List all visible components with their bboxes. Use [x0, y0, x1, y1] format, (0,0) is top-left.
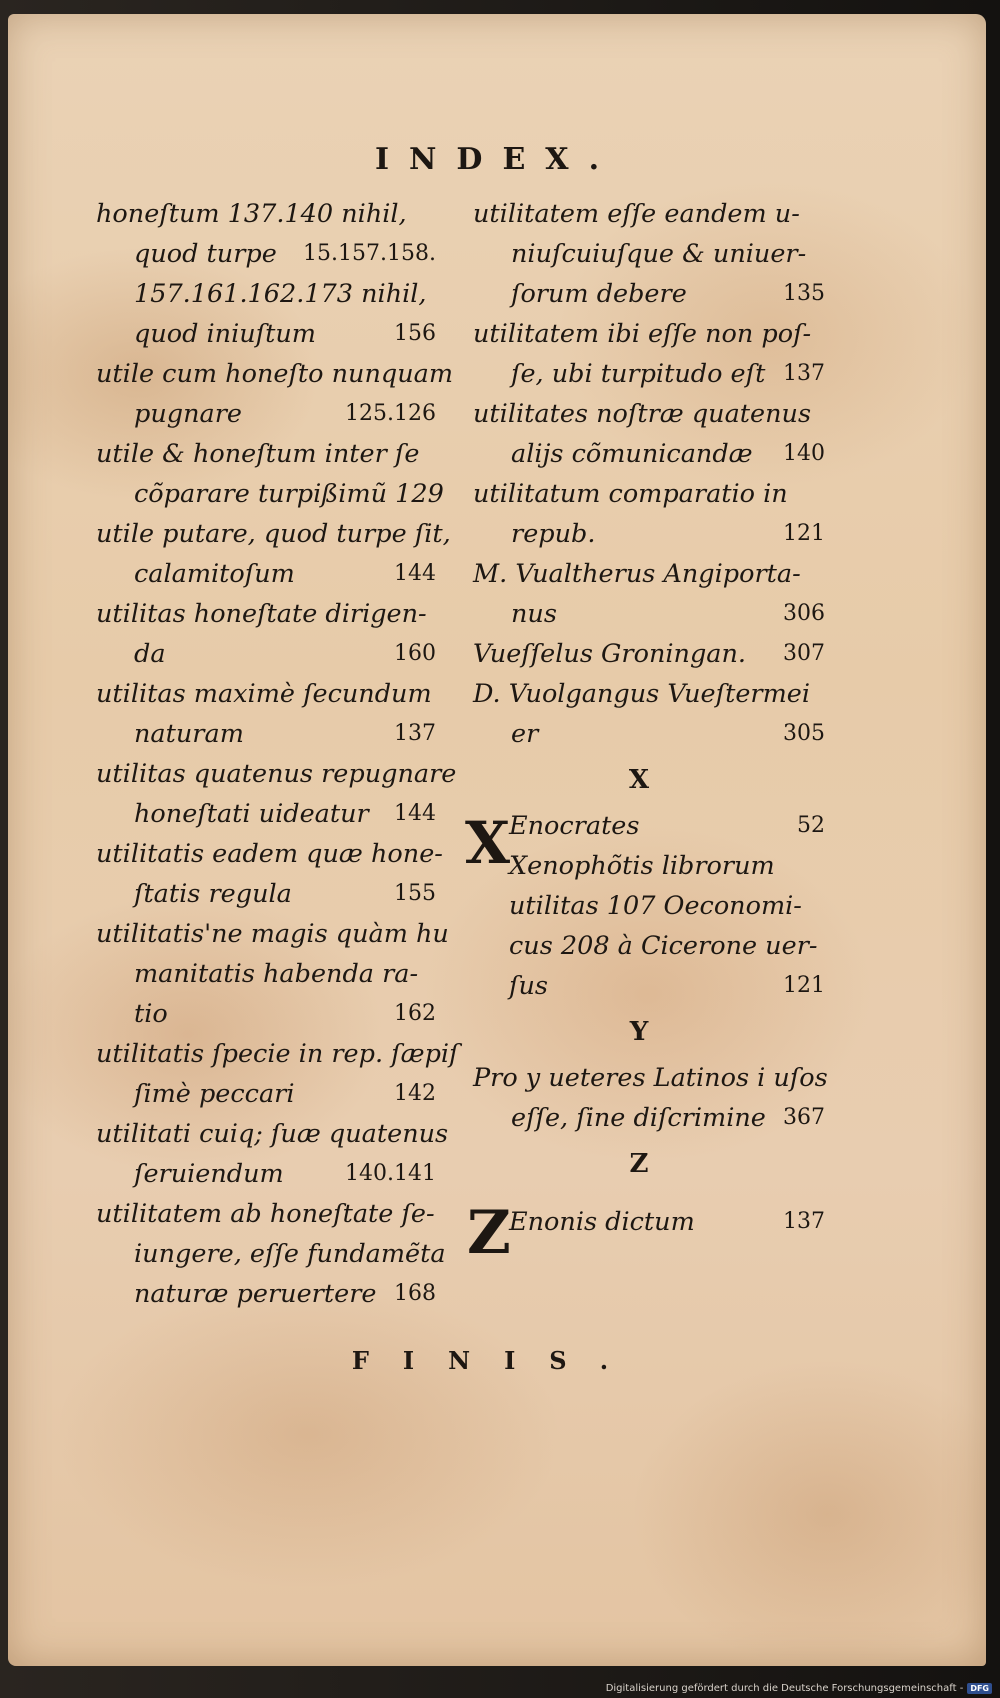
page-reference: 140 [783, 441, 825, 466]
digitization-credit [606, 1683, 992, 1694]
entry-text: Vueſſelus Groningan. [473, 639, 747, 669]
index-entry-line [473, 554, 825, 594]
section-heading-z: Z [629, 1149, 649, 1179]
entry-text: naturam [134, 719, 244, 749]
index-entry-line [473, 434, 825, 474]
index-entry-line [473, 354, 825, 394]
index-entry-line [96, 394, 436, 434]
page-reference: 162 [394, 1001, 436, 1026]
page-title: INDEX. [374, 142, 620, 177]
index-entry-line [96, 314, 436, 354]
index-entry-line [96, 434, 436, 474]
page-reference: 137 [783, 1209, 825, 1234]
entry-text: utilitas 107 Oeconomi- [509, 891, 802, 921]
index-entry-line [509, 886, 825, 926]
entry-text: ſe, ubi turpitudo eſt [511, 359, 766, 389]
page-reference: 367 [783, 1105, 825, 1130]
page-reference: 121 [783, 973, 825, 998]
entry-text: ſorum debere [511, 279, 687, 309]
entry-text: utilitatis eadem quæ hone- [96, 839, 443, 869]
index-column-right [465, 194, 828, 1268]
index-entry-line [96, 1274, 436, 1314]
index-entry-line [96, 594, 436, 634]
entry-text: utilitatis ſpecie in rep. ſæpiſ [96, 1039, 459, 1069]
page-reference: 121 [783, 521, 825, 546]
index-entry-line [96, 1074, 436, 1114]
entry-text: pugnare [134, 399, 242, 429]
page-reference: 168 [394, 1281, 436, 1306]
page-reference: 155 [394, 881, 436, 906]
index-entry-line [473, 234, 825, 274]
entry-text: ſus [509, 971, 548, 1001]
book-page [8, 14, 986, 1666]
page-reference: 144 [394, 801, 436, 826]
entry-text: utilitas maximè ſecundum [96, 679, 432, 709]
entry-text: utilitas honeſtate dirigen- [96, 599, 427, 629]
page-reference: 144 [394, 561, 436, 586]
entry-text: honeſtati uideatur [134, 799, 369, 829]
entry-text: niuſcuiuſque & uniuer- [511, 239, 807, 269]
index-entry-line [473, 594, 825, 634]
index-entry-line [473, 634, 825, 674]
entry-text: utilitates noſtræ quatenus [473, 399, 812, 429]
index-entry-line [96, 1194, 436, 1234]
index-column-left [96, 194, 459, 1314]
page-reference: 305 [783, 721, 825, 746]
index-entry-line [96, 274, 436, 314]
index-entry-line [96, 914, 449, 954]
index-entry-line [473, 394, 825, 434]
index-entry-line [473, 1058, 828, 1098]
entry-text: calamitoſum [134, 559, 295, 589]
page-reference: 125.126 [345, 401, 436, 426]
entry-text: ſeruiendum [134, 1159, 284, 1189]
page-reference: 15.157.158. [303, 241, 436, 266]
dropcap-z: Z [467, 1198, 511, 1268]
entry-text: cus 208 à Cicerone uer- [509, 931, 818, 961]
index-entry-line [473, 474, 825, 514]
page-reference: 160 [394, 641, 436, 666]
index-entry-line [96, 1154, 436, 1194]
index-entry-line [96, 234, 436, 274]
entry-text: da [134, 639, 166, 669]
entry-text: M. Vualtherus Angiporta- [473, 559, 801, 589]
index-entry-line [96, 954, 436, 994]
index-entry-line [96, 194, 436, 234]
index-entry-line [473, 194, 825, 234]
entry-text: Xenophõtis librorum [509, 851, 775, 881]
index-entries-x [509, 806, 825, 1006]
entry-text: er [511, 719, 539, 749]
index-entry-line [96, 1234, 446, 1274]
entry-text: iungere, eſſe fundamẽta [134, 1239, 446, 1269]
entry-text: 157.161.162.173 nihil, [134, 279, 427, 309]
entry-text: Enocrates [509, 811, 640, 841]
index-entry-line [509, 966, 825, 1006]
entry-text: D. Vuolgangus Vueſtermei [473, 679, 811, 709]
index-entries-y [473, 1058, 828, 1138]
entry-text: eſſe, ſine diſcrimine [511, 1103, 766, 1133]
index-entry-line [509, 926, 825, 966]
index-entries-u-v [473, 194, 825, 754]
entry-text: utilitati cuiq; ſuæ quatenus [96, 1119, 449, 1149]
entry-text: utilitatis'ne magis quàm hu [96, 919, 449, 949]
index-entry-line [96, 634, 436, 674]
entry-text: utilitatem eſſe eandem u- [473, 199, 800, 229]
entry-text: aliјs cõmunicandæ [511, 439, 753, 469]
entry-text: repub. [511, 519, 596, 549]
index-entry-line [96, 1034, 459, 1074]
section-x-block [465, 806, 825, 1006]
entry-text: Pro y ueteres Latinos i uſos [473, 1063, 828, 1093]
section-heading-x: X [628, 765, 650, 795]
entry-text: utilitas quatenus repugnare [96, 759, 457, 789]
entry-text: nus [511, 599, 557, 629]
dfg-logo: DFG [967, 1683, 992, 1694]
page-reference: 307 [783, 641, 825, 666]
page-reference: 137 [783, 361, 825, 386]
entry-text: tio [134, 999, 168, 1029]
index-entry-line [509, 806, 825, 846]
entry-text: ſtatis regula [134, 879, 292, 909]
entry-text: utile putare, quod turpe ſit, [96, 519, 451, 549]
index-entry-line [96, 834, 443, 874]
index-entry-line [96, 714, 436, 754]
page-reference: 140.141 [345, 1161, 436, 1186]
section-heading-y: Y [629, 1017, 649, 1047]
index-entry-line [96, 554, 436, 594]
entry-text: manitatis habenda ra- [134, 959, 419, 989]
index-entry-line [96, 754, 457, 794]
index-entry-line [473, 514, 825, 554]
page-reference: 135 [783, 281, 825, 306]
page-reference: 52 [797, 813, 825, 838]
finis-mark: FINIS. [351, 1346, 643, 1375]
index-entry-line [473, 674, 825, 714]
section-z-block [467, 1190, 825, 1268]
entry-text: quod iniuſtum [134, 319, 316, 349]
entry-text: ſimè peccari [134, 1079, 295, 1109]
entry-text: utilitatem ibi eſſe non poſ- [473, 319, 812, 349]
index-entry-line [473, 714, 825, 754]
page-reference: 156 [394, 321, 436, 346]
index-entry-line [473, 314, 825, 354]
entry-text: utilitatum comparatio in [473, 479, 788, 509]
entry-text: quod turpe [134, 239, 277, 269]
dropcap-x: X [465, 809, 511, 877]
index-entry-line [96, 874, 436, 914]
index-entry-line [96, 674, 436, 714]
index-entry-line [473, 274, 825, 314]
entry-text: honeſtum 137.140 nihil, [96, 199, 407, 229]
page-reference: 142 [394, 1081, 436, 1106]
entry-text: naturæ peruertere [134, 1279, 377, 1309]
entry-text: utile & honeſtum inter ſe [96, 439, 420, 469]
index-entry-line [473, 1098, 825, 1138]
index-entry-line [96, 474, 444, 514]
index-entries-z [509, 1190, 825, 1242]
index-entry-line [509, 1202, 825, 1242]
entry-text: Enonis dictum [509, 1207, 695, 1237]
page-reference: 137 [394, 721, 436, 746]
index-entry-line [96, 794, 436, 834]
index-entry-line [509, 846, 825, 886]
page-reference: 306 [783, 601, 825, 626]
index-entry-line [96, 514, 451, 554]
index-entry-line [96, 354, 453, 394]
entry-text: cõparare turpißimũ 129 [134, 479, 444, 509]
index-entry-line [96, 1114, 449, 1154]
credit-text: Digitalisierung gefördert durch die Deutsche Forschungsgemeinschaft - [605, 1683, 964, 1694]
entry-text: utile cum honeſto nunquam [96, 359, 453, 389]
index-entry-line [96, 994, 436, 1034]
entry-text: utilitatem ab honeſtate ſe- [96, 1199, 435, 1229]
